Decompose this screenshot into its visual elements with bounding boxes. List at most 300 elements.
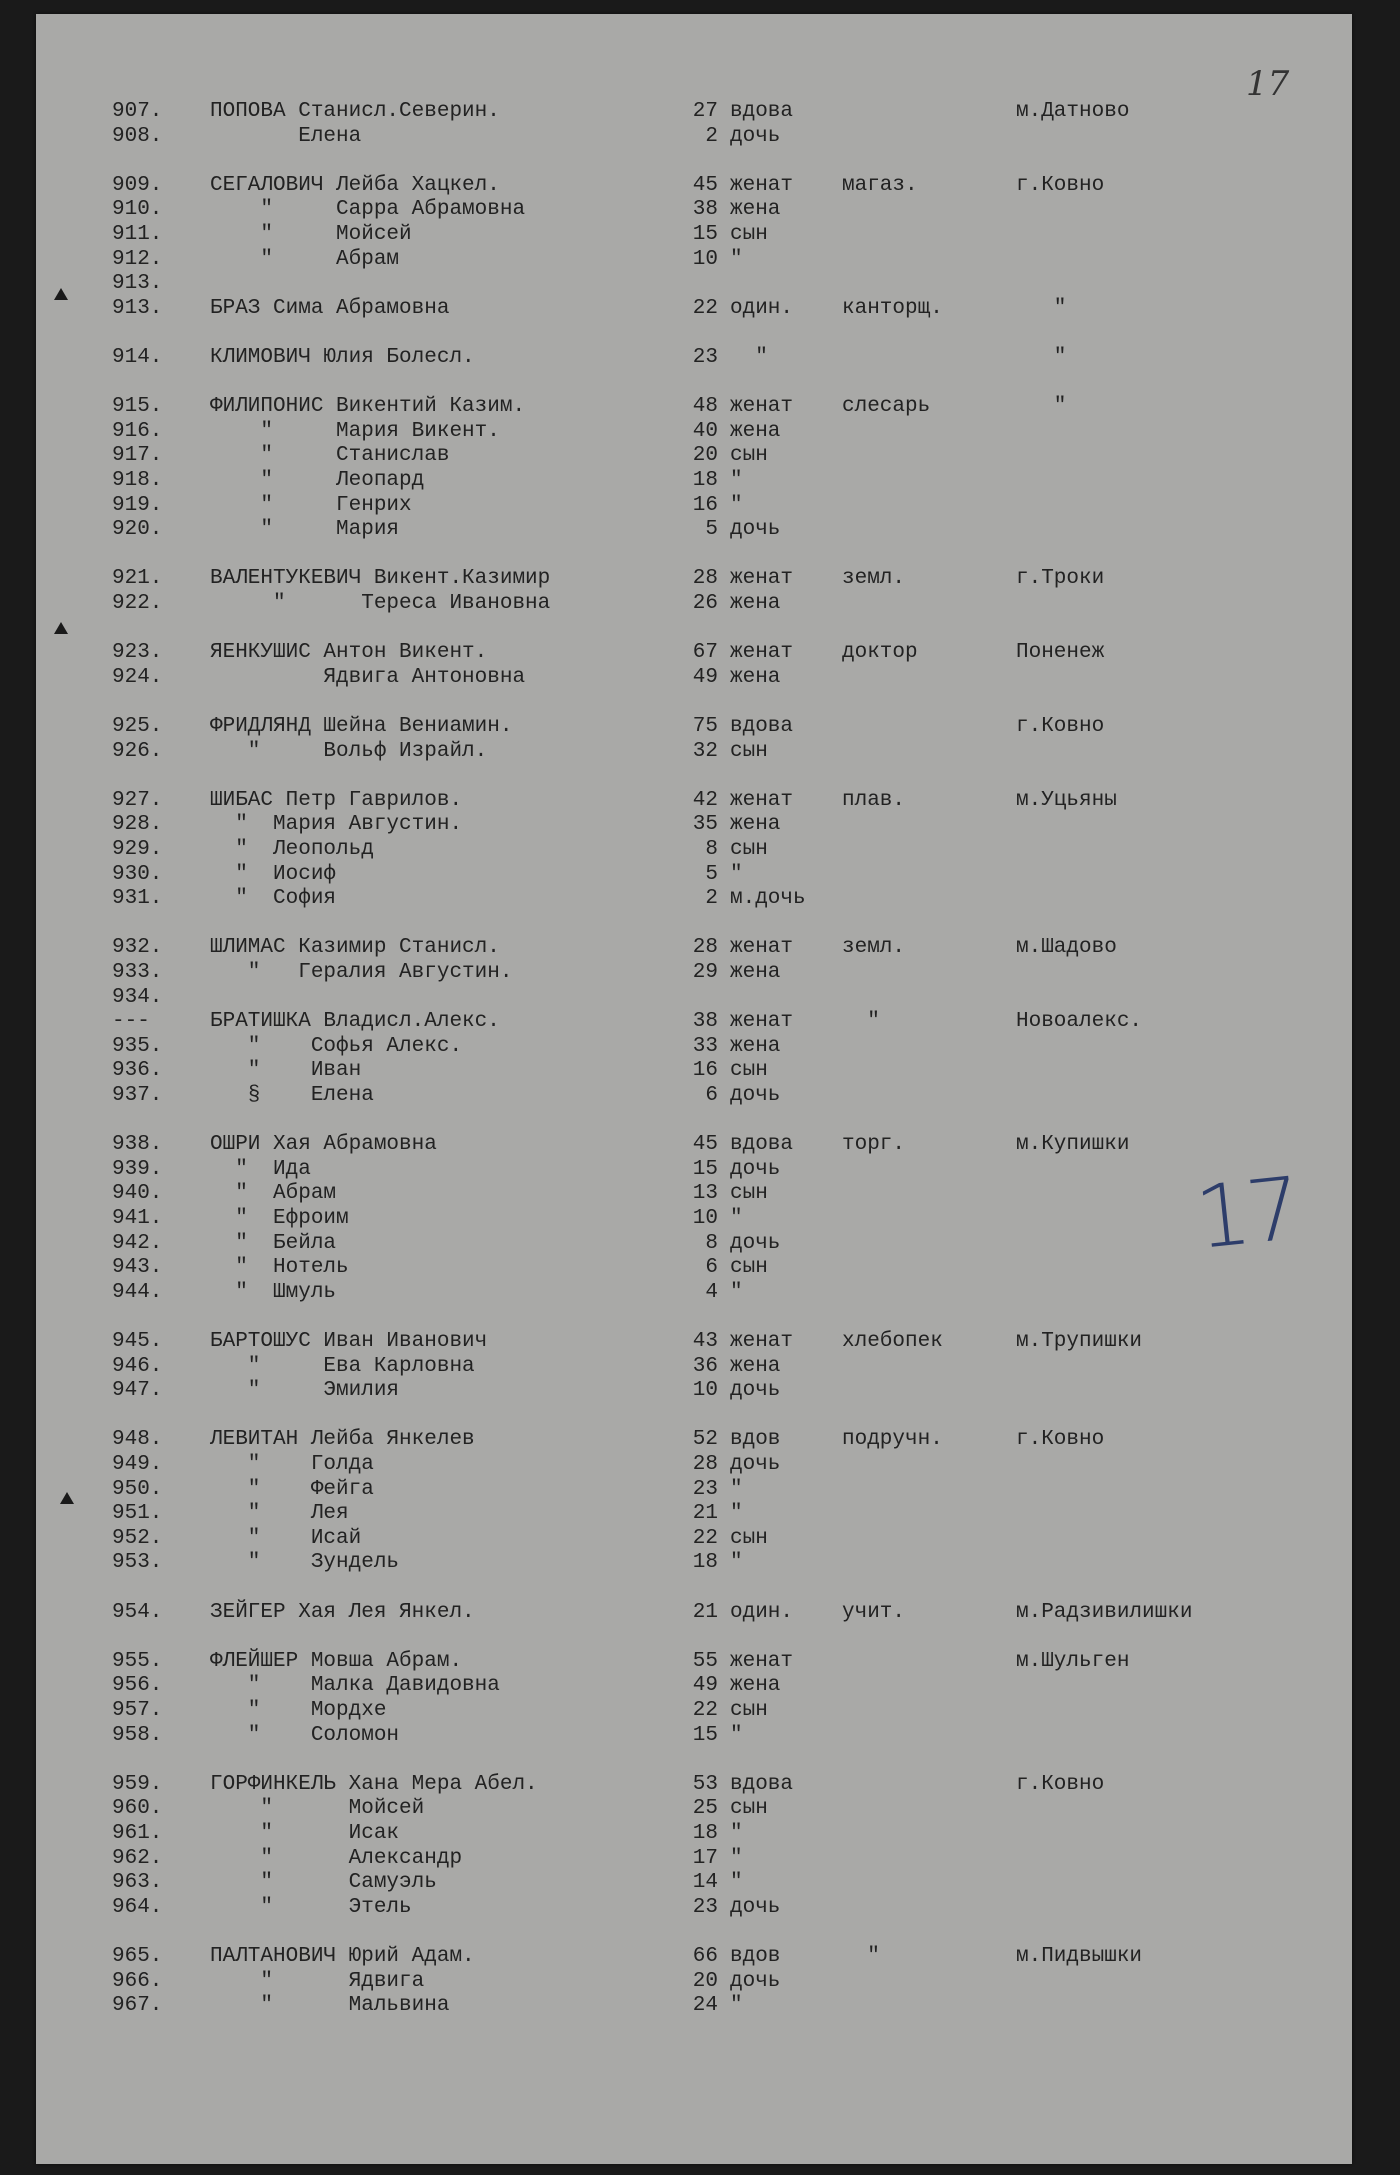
register-row xyxy=(36,1182,1352,1206)
age: 66 xyxy=(692,1945,718,1968)
binding-hole-mark xyxy=(60,1492,74,1504)
register-row xyxy=(36,1453,1352,1477)
age: 15 xyxy=(692,1158,718,1181)
register-row xyxy=(36,125,1352,149)
age: 14 xyxy=(692,1871,718,1894)
age: 22 xyxy=(692,297,718,320)
register-row xyxy=(36,1232,1352,1256)
person-name: СЕГАЛОВИЧ Лейба Хацкел. xyxy=(210,174,500,197)
family-status: женат xyxy=(730,936,794,959)
register-row xyxy=(36,494,1352,518)
family-status: сын xyxy=(730,1699,768,1722)
family-status: жена xyxy=(730,666,781,689)
person-name: " Сарра Абрамовна xyxy=(210,198,526,221)
person-name: Ядвига Антоновна xyxy=(210,666,526,689)
family-status: " xyxy=(730,1281,743,1304)
entry-number: 938. xyxy=(112,1133,163,1156)
register-row xyxy=(36,1010,1352,1034)
family-status: " xyxy=(730,1871,743,1894)
person-name: " Ида xyxy=(210,1158,311,1181)
register-row xyxy=(36,1822,1352,1846)
person-name: " Зундель xyxy=(210,1551,400,1574)
person-name: " Исак xyxy=(210,1822,400,1845)
entry-number: 949. xyxy=(112,1453,163,1476)
person-name: " Нотель xyxy=(210,1256,349,1279)
register-row xyxy=(36,1650,1352,1674)
age: 26 xyxy=(692,592,718,615)
occupation: " xyxy=(842,1945,880,1968)
entry-number: 923. xyxy=(112,641,163,664)
entry-number: 921. xyxy=(112,567,163,590)
family-status: дочь xyxy=(730,1158,781,1181)
family-status: дочь xyxy=(730,518,781,541)
register-row xyxy=(36,174,1352,198)
family-status: вдова xyxy=(730,1133,794,1156)
age: 23 xyxy=(692,1478,718,1501)
register-row xyxy=(36,1773,1352,1797)
person-name: " Фейга xyxy=(210,1478,374,1501)
register-list xyxy=(36,14,1352,2164)
family-status: " xyxy=(730,469,743,492)
register-row xyxy=(36,518,1352,542)
family-status: сын xyxy=(730,838,768,861)
family-status: дочь xyxy=(730,1970,781,1993)
page-number-side: 17 xyxy=(1191,1158,1303,1270)
register-row xyxy=(36,740,1352,764)
entry-number: 945. xyxy=(112,1330,163,1353)
register-row xyxy=(36,198,1352,222)
age: 42 xyxy=(692,789,718,812)
entry-number: 912. xyxy=(112,248,163,271)
person-name: " Ева Карловна xyxy=(210,1355,475,1378)
register-row xyxy=(36,1994,1352,2018)
age: 13 xyxy=(692,1182,718,1205)
place: " xyxy=(1016,395,1067,418)
register-row xyxy=(36,986,1352,1010)
age: 18 xyxy=(692,469,718,492)
entry-number: 934. xyxy=(112,986,163,1009)
age: 67 xyxy=(692,641,718,664)
register-row xyxy=(36,1330,1352,1354)
age: 15 xyxy=(692,223,718,246)
place: " xyxy=(1016,297,1067,320)
register-row xyxy=(36,1601,1352,1625)
entry-number: 928. xyxy=(112,813,163,836)
register-row xyxy=(36,1379,1352,1403)
family-status: " xyxy=(730,494,743,517)
entry-number: 944. xyxy=(112,1281,163,1304)
family-status: вдова xyxy=(730,715,794,738)
register-row xyxy=(36,469,1352,493)
person-name: " Мария xyxy=(210,518,400,541)
entry-number: 967. xyxy=(112,1994,163,2017)
register-row xyxy=(36,666,1352,690)
age: 22 xyxy=(692,1527,718,1550)
entry-number: 950. xyxy=(112,1478,163,1501)
entry-number: 911. xyxy=(112,223,163,246)
register-row xyxy=(36,592,1352,616)
register-row xyxy=(36,1896,1352,1920)
person-name: " Исай xyxy=(210,1527,362,1550)
person-name: " Ядвига xyxy=(210,1970,425,1993)
age: 21 xyxy=(692,1502,718,1525)
occupation: слесарь xyxy=(842,395,931,418)
register-row xyxy=(36,567,1352,591)
register-row xyxy=(36,1699,1352,1723)
occupation: земл. xyxy=(842,567,906,590)
occupation: плав. xyxy=(842,789,906,812)
entry-number: 908. xyxy=(112,125,163,148)
age: 5 xyxy=(705,863,718,886)
place: м.Шульген xyxy=(1016,1650,1130,1673)
place: м.Шадово xyxy=(1016,936,1117,959)
age: 6 xyxy=(705,1256,718,1279)
person-name: " Абрам xyxy=(210,248,400,271)
entry-number: 957. xyxy=(112,1699,163,1722)
person-name: ШЛИМАС Казимир Станисл. xyxy=(210,936,500,959)
entry-number: 927. xyxy=(112,789,163,812)
family-status: сын xyxy=(730,1797,768,1820)
entry-number: 916. xyxy=(112,420,163,443)
register-row xyxy=(36,223,1352,247)
place: г.Ковно xyxy=(1016,1428,1105,1451)
entry-number: 941. xyxy=(112,1207,163,1230)
register-row xyxy=(36,641,1352,665)
register-row xyxy=(36,838,1352,862)
register-row xyxy=(36,863,1352,887)
entry-number: 955. xyxy=(112,1650,163,1673)
person-name: " Шмуль xyxy=(210,1281,337,1304)
entry-number: 920. xyxy=(112,518,163,541)
family-status: дочь xyxy=(730,1084,781,1107)
age: 43 xyxy=(692,1330,718,1353)
entry-number: 959. xyxy=(112,1773,163,1796)
person-name: " Лея xyxy=(210,1502,349,1525)
register-row xyxy=(36,1035,1352,1059)
family-status: женат xyxy=(730,1010,794,1033)
document-page xyxy=(36,14,1352,2164)
age: 53 xyxy=(692,1773,718,1796)
entry-number: 956. xyxy=(112,1674,163,1697)
family-status: жена xyxy=(730,1674,781,1697)
register-row xyxy=(36,1133,1352,1157)
register-row xyxy=(36,1084,1352,1108)
register-row xyxy=(36,1871,1352,1895)
entry-number: 929. xyxy=(112,838,163,861)
person-name: " Леопард xyxy=(210,469,425,492)
age: 35 xyxy=(692,813,718,836)
person-name: " Вольф Израйл. xyxy=(210,740,488,763)
age: 45 xyxy=(692,174,718,197)
age: 27 xyxy=(692,100,718,123)
family-status: жена xyxy=(730,592,781,615)
family-status: сын xyxy=(730,740,768,763)
age: 6 xyxy=(705,1084,718,1107)
family-status: один. xyxy=(730,297,794,320)
age: 8 xyxy=(705,1232,718,1255)
occupation: доктор xyxy=(842,641,918,664)
place: м.Трупишки xyxy=(1016,1330,1143,1353)
age: 32 xyxy=(692,740,718,763)
entry-number: --- xyxy=(112,1010,150,1033)
person-name: " Леопольд xyxy=(210,838,374,861)
register-row xyxy=(36,813,1352,837)
register-row xyxy=(36,1551,1352,1575)
age: 2 xyxy=(705,125,718,148)
entry-number: 922. xyxy=(112,592,163,615)
person-name: ПАЛТАНОВИЧ Юрий Адам. xyxy=(210,1945,475,1968)
person-name: " Абрам xyxy=(210,1182,337,1205)
person-name: " Станислав xyxy=(210,444,450,467)
register-row xyxy=(36,248,1352,272)
family-status: сын xyxy=(730,223,768,246)
entry-number: 958. xyxy=(112,1724,163,1747)
family-status: жена xyxy=(730,961,781,984)
family-status: " xyxy=(730,1502,743,1525)
entry-number: 909. xyxy=(112,174,163,197)
entry-number: 964. xyxy=(112,1896,163,1919)
register-row xyxy=(36,1847,1352,1871)
person-name: ФИЛИПОНИС Викентий Казим. xyxy=(210,395,526,418)
age: 48 xyxy=(692,395,718,418)
person-name: ЯЕНКУШИС Антон Викент. xyxy=(210,641,488,664)
register-row xyxy=(36,1428,1352,1452)
family-status: женат xyxy=(730,395,794,418)
family-status: вдов xyxy=(730,1428,781,1451)
entry-number: 926. xyxy=(112,740,163,763)
entry-number: 924. xyxy=(112,666,163,689)
person-name: " Гералия Августин. xyxy=(210,961,513,984)
age: 22 xyxy=(692,1699,718,1722)
entry-number: 966. xyxy=(112,1970,163,1993)
register-row xyxy=(36,1478,1352,1502)
register-row xyxy=(36,715,1352,739)
entry-number: 913. xyxy=(112,272,163,295)
entry-number: 946. xyxy=(112,1355,163,1378)
place: г.Ковно xyxy=(1016,1773,1105,1796)
age: 18 xyxy=(692,1822,718,1845)
family-status: дочь xyxy=(730,1232,781,1255)
person-name: ШИБАС Петр Гаврилов. xyxy=(210,789,463,812)
family-status: " xyxy=(730,1551,743,1574)
age: 33 xyxy=(692,1035,718,1058)
person-name: " Мария Викент. xyxy=(210,420,500,443)
register-row xyxy=(36,272,1352,296)
age: 15 xyxy=(692,1724,718,1747)
age: 24 xyxy=(692,1994,718,2017)
entry-number: 937. xyxy=(112,1084,163,1107)
person-name: Елена xyxy=(210,125,362,148)
register-row xyxy=(36,789,1352,813)
family-status: жена xyxy=(730,1355,781,1378)
family-status: дочь xyxy=(730,1896,781,1919)
occupation: торг. xyxy=(842,1133,906,1156)
entry-number: 925. xyxy=(112,715,163,738)
occupation: учит. xyxy=(842,1601,906,1624)
place: г.Ковно xyxy=(1016,174,1105,197)
family-status: сын xyxy=(730,1527,768,1550)
person-name: " Мальвина xyxy=(210,1994,450,2017)
family-status: жена xyxy=(730,813,781,836)
family-status: " xyxy=(730,1207,743,1230)
binding-hole-mark xyxy=(54,288,68,300)
entry-number: 960. xyxy=(112,1797,163,1820)
entry-number: 931. xyxy=(112,887,163,910)
entry-number: 943. xyxy=(112,1256,163,1279)
place: г.Ковно xyxy=(1016,715,1105,738)
age: 23 xyxy=(692,1896,718,1919)
family-status: жена xyxy=(730,1035,781,1058)
entry-number: 965. xyxy=(112,1945,163,1968)
person-name: БРАЗ Сима Абрамовна xyxy=(210,297,450,320)
entry-number: 930. xyxy=(112,863,163,886)
place: Новоалекс. xyxy=(1016,1010,1143,1033)
age: 2 xyxy=(705,887,718,910)
age: 21 xyxy=(692,1601,718,1624)
age: 55 xyxy=(692,1650,718,1673)
register-row xyxy=(36,1207,1352,1231)
age: 40 xyxy=(692,420,718,443)
person-name: БАРТОШУС Иван Иванович xyxy=(210,1330,488,1353)
age: 29 xyxy=(692,961,718,984)
register-row xyxy=(36,1797,1352,1821)
family-status: " xyxy=(730,1994,743,2017)
entry-number: 917. xyxy=(112,444,163,467)
entry-number: 963. xyxy=(112,1871,163,1894)
family-status: дочь xyxy=(730,1379,781,1402)
occupation: магаз. xyxy=(842,174,918,197)
register-row xyxy=(36,1970,1352,1994)
place: г.Троки xyxy=(1016,567,1105,590)
family-status: сын xyxy=(730,1059,768,1082)
person-name: " Этель xyxy=(210,1896,412,1919)
register-row xyxy=(36,1059,1352,1083)
age: 75 xyxy=(692,715,718,738)
place: " xyxy=(1016,346,1067,369)
place: м.Датново xyxy=(1016,100,1130,123)
register-row xyxy=(36,444,1352,468)
person-name: " Мойсей xyxy=(210,223,412,246)
place: м.Уцьяны xyxy=(1016,789,1117,812)
family-status: " xyxy=(730,248,743,271)
entry-number: 962. xyxy=(112,1847,163,1870)
entry-number: 913. xyxy=(112,297,163,320)
register-row xyxy=(36,395,1352,419)
person-name: " Эмилия xyxy=(210,1379,400,1402)
family-status: жена xyxy=(730,420,781,443)
entry-number: 961. xyxy=(112,1822,163,1845)
register-row xyxy=(36,887,1352,911)
person-name: " Бейла xyxy=(210,1232,337,1255)
age: 49 xyxy=(692,666,718,689)
place: Поненеж xyxy=(1016,641,1105,664)
age: 10 xyxy=(692,1379,718,1402)
occupation: канторщ. xyxy=(842,297,943,320)
person-name: " Софья Алекс. xyxy=(210,1035,463,1058)
age: 28 xyxy=(692,936,718,959)
family-status: дочь xyxy=(730,125,781,148)
family-status: сын xyxy=(730,1182,768,1205)
entry-number: 907. xyxy=(112,100,163,123)
age: 5 xyxy=(705,518,718,541)
person-name: " Мордхе xyxy=(210,1699,387,1722)
age: 38 xyxy=(692,198,718,221)
entry-number: 942. xyxy=(112,1232,163,1255)
register-row xyxy=(36,1355,1352,1379)
entry-number: 947. xyxy=(112,1379,163,1402)
register-row xyxy=(36,1502,1352,1526)
age: 16 xyxy=(692,1059,718,1082)
age: 28 xyxy=(692,1453,718,1476)
age: 36 xyxy=(692,1355,718,1378)
family-status: женат xyxy=(730,1330,794,1353)
person-name: " Тереса Ивановна xyxy=(210,592,551,615)
occupation: " xyxy=(842,1010,880,1033)
occupation: хлебопек xyxy=(842,1330,943,1353)
person-name: ГОРФИНКЕЛЬ Хана Мера Абел. xyxy=(210,1773,538,1796)
age: 23 xyxy=(692,346,718,369)
age: 18 xyxy=(692,1551,718,1574)
age: 20 xyxy=(692,444,718,467)
age: 4 xyxy=(705,1281,718,1304)
entry-number: 954. xyxy=(112,1601,163,1624)
age: 10 xyxy=(692,248,718,271)
entry-number: 952. xyxy=(112,1527,163,1550)
entry-number: 953. xyxy=(112,1551,163,1574)
register-row xyxy=(36,961,1352,985)
entry-number: 951. xyxy=(112,1502,163,1525)
age: 25 xyxy=(692,1797,718,1820)
entry-number: 936. xyxy=(112,1059,163,1082)
person-name: " Мойсей xyxy=(210,1797,425,1820)
person-name: ФЛЕЙШЕР Мовша Абрам. xyxy=(210,1650,463,1673)
family-status: один. xyxy=(730,1601,794,1624)
family-status: женат xyxy=(730,174,794,197)
entry-number: 918. xyxy=(112,469,163,492)
register-row xyxy=(36,420,1352,444)
person-name: § Елена xyxy=(210,1084,374,1107)
binding-hole-mark xyxy=(54,622,68,634)
family-status: вдова xyxy=(730,100,794,123)
person-name: ЗЕЙГЕР Хая Лея Янкел. xyxy=(210,1601,475,1624)
family-status: м.дочь xyxy=(730,887,806,910)
family-status: " xyxy=(730,1478,743,1501)
age: 20 xyxy=(692,1970,718,1993)
register-row xyxy=(36,1158,1352,1182)
family-status: женат xyxy=(730,1650,794,1673)
age: 52 xyxy=(692,1428,718,1451)
person-name: " Самуэль xyxy=(210,1871,437,1894)
entry-number: 919. xyxy=(112,494,163,517)
person-name: БРАТИШКА Владисл.Алекс. xyxy=(210,1010,500,1033)
person-name: " Генрих xyxy=(210,494,412,517)
occupation: подручн. xyxy=(842,1428,943,1451)
person-name: " Соломон xyxy=(210,1724,400,1747)
family-status: женат xyxy=(730,641,794,664)
family-status: " xyxy=(730,1724,743,1747)
family-status: сын xyxy=(730,444,768,467)
page-number-top: 17 xyxy=(1246,64,1290,104)
family-status: женат xyxy=(730,567,794,590)
person-name: " Иосиф xyxy=(210,863,337,886)
person-name: КЛИМОВИЧ Юлия Болесл. xyxy=(210,346,475,369)
place: м.Пидвышки xyxy=(1016,1945,1143,1968)
family-status: " xyxy=(730,346,768,369)
age: 45 xyxy=(692,1133,718,1156)
entry-number: 948. xyxy=(112,1428,163,1451)
family-status: жена xyxy=(730,198,781,221)
person-name: ВАЛЕНТУКЕВИЧ Викент.Казимир xyxy=(210,567,551,590)
